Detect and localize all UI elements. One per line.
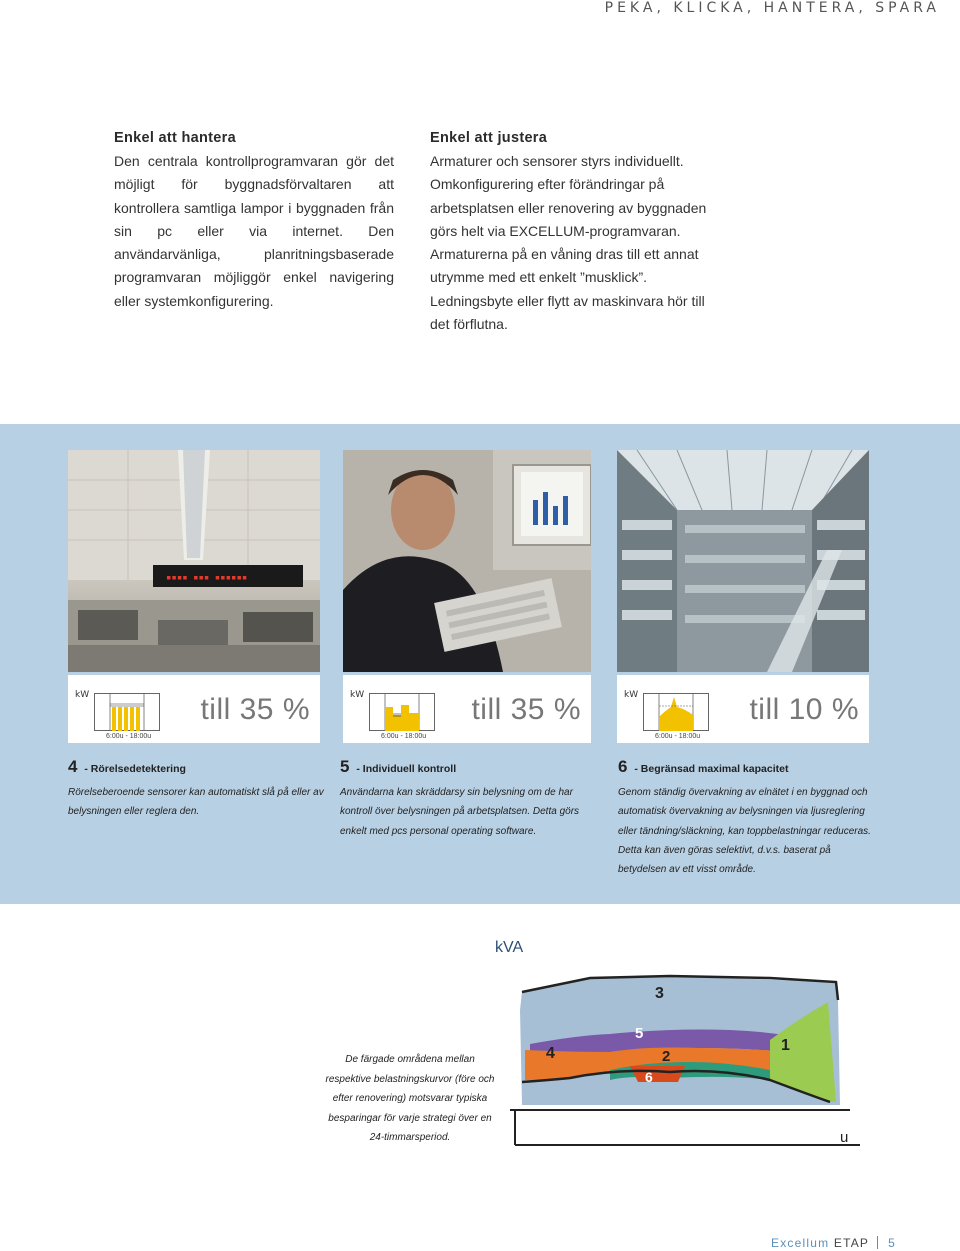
strategy-number: 6: [618, 757, 628, 776]
mini-chart-peak: [643, 693, 709, 731]
strategy-title: - Begränsad maximal kapacitet: [634, 763, 789, 775]
footer-separator: [877, 1236, 878, 1249]
mini-chart-motion: [94, 693, 160, 731]
photo-office-ceiling: [68, 450, 320, 672]
load-curve-chart: [470, 930, 870, 1170]
strategy-number: 4: [68, 757, 78, 776]
region-label-2: 2: [662, 1048, 671, 1065]
strategy-individual-control: [340, 757, 600, 841]
strategy-body: Användarna kan skräddarsy sin belysning om de har kontroll över belysningen på arbetsplatsen. Detta görs enkelt med pcs personal operating software.: [340, 787, 580, 837]
strategy-motion-detection: [68, 757, 330, 822]
x-axis-label: u: [840, 1129, 849, 1146]
savings-panel-individual: [343, 675, 591, 743]
savings-panel-motion: [68, 675, 320, 743]
savings-percent: till 10 %: [749, 693, 859, 726]
region-label-4: 4: [546, 1045, 555, 1062]
strategy-title: - Rörelsedetektering: [84, 763, 186, 775]
intro-left-column: [114, 130, 394, 313]
time-range: 6:00u - 18:00u: [655, 733, 701, 740]
savings-percent: till 35 %: [471, 693, 581, 726]
page-number: 5: [888, 1236, 896, 1250]
page-header: [0, 0, 960, 28]
page-footer: [771, 1236, 896, 1250]
page-header-title: PEKA, KLICKA, HANTERA, SPARA: [604, 0, 940, 16]
savings-panel-peak: [617, 675, 869, 743]
kw-label: kW: [350, 690, 365, 700]
y-axis-label: kVA: [495, 939, 524, 956]
region-label-6: 6: [645, 1069, 653, 1085]
intro-right-body: Armaturer och sensorer styrs individuellt. Omkonfigurering efter förändringar på arbetsplatsen eller renovering av byggnaden görs helt via EXCELLUM-programvaran. Armaturerna på en våning dras till ett annat utrymme med ett enkelt ”musklick”. Ledningsbyte eller flytt av maskinvara hör till det förflutna.: [430, 153, 707, 333]
strategy-peak-limit: [618, 757, 878, 879]
intro-left-body: Den centrala kontrollprogramvaran gör det möjligt för byggnadsförvaltaren att kontrollera samtliga lampor i byggnaden från sin pc eller via internet. Den användarvänliga, planritningsbaserade programvaran möjliggör enkel navigering eller systemkonfigurering.: [114, 153, 394, 309]
strategy-heading: [68, 757, 330, 777]
intro-right-column: [430, 130, 720, 336]
strategy-title: - Individuell kontroll: [356, 763, 457, 775]
savings-percent: till 35 %: [200, 693, 310, 726]
photo-man-at-computer: [343, 450, 591, 672]
chart-caption: De färgade områdena mellan respektive belastningskurvor (före och efter renovering) motsvarar typiska besparingar för varje strategi över en 24-timmarsperiod.: [325, 1054, 495, 1143]
region-label-1: 1: [781, 1037, 790, 1054]
strategy-body: Genom ständig övervakning av elnätet i en byggnad och automatisk övervakning av belysningen via ljusreglering eller tändning/släckning, kan toppbelastningar reduceras. Detta kan även göras selektivt, d.v.s. baserat på betydelsen av ett visst område.: [618, 787, 871, 876]
region-6: [630, 1066, 685, 1082]
strategy-number: 5: [340, 757, 350, 776]
kw-label: kW: [624, 690, 639, 700]
photo-atrium-building: [617, 450, 869, 672]
strategy-heading: [340, 757, 600, 777]
svg-text:▪▪▪▪ ▪▪▪ ▪▪▪▪▪▪: ▪▪▪▪ ▪▪▪ ▪▪▪▪▪▪: [166, 573, 248, 583]
time-range: 6:00u - 18:00u: [381, 733, 427, 740]
intro-right-title: Enkel att justera: [430, 130, 548, 146]
strategy-heading: [618, 757, 878, 777]
intro-left-title: Enkel att hantera: [114, 130, 236, 146]
time-range: 6:00u - 18:00u: [106, 733, 152, 740]
region-label-5: 5: [635, 1025, 644, 1042]
footer-company: ETAP: [833, 1236, 870, 1250]
region-label-3: 3: [655, 985, 664, 1002]
mini-chart-individual: [369, 693, 435, 731]
kw-label: kW: [75, 690, 90, 700]
strategy-body: Rörelseberoende sensorer kan automatiskt slå på eller av belysningen eller reglera den.: [68, 787, 324, 818]
footer-brand: Excellum: [771, 1236, 830, 1250]
